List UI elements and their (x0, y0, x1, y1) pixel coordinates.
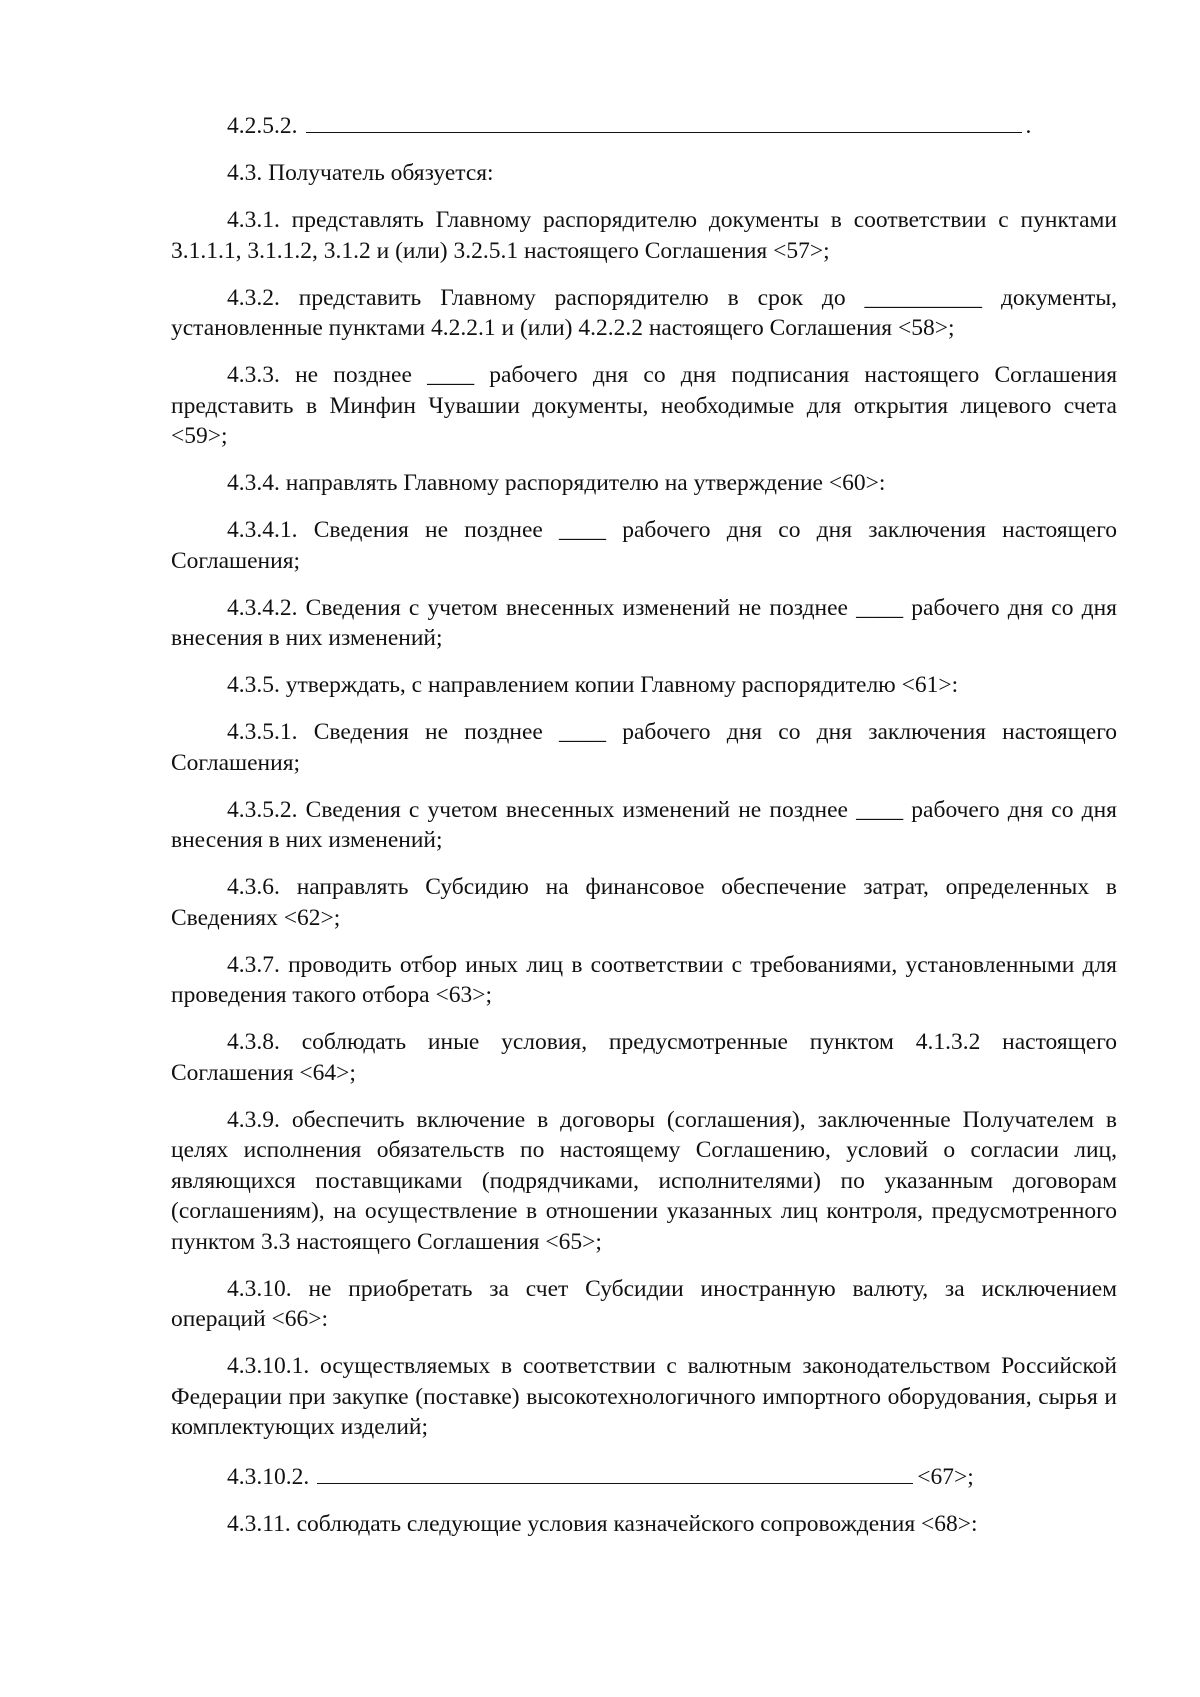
clause-4-3-9: 4.3.9. обеспечить включение в договоры (соглашения), заключенные Получателем в целях исполнения обязательств по настоящему Соглашению, условий о согласии лиц, являющихся поставщиками (подрядчиками, исполнителями) по указанным договорам (соглашениям), на осуществление в отношении указанных лиц контроля, предусмотренного пунктом 3.3 настоящего Соглашения <65>; (171, 1106, 1117, 1255)
clause-4-3-7: 4.3.7. проводить отбор иных лиц в соответствии с требованиями, установленными для проведения такого отбора <63>; (171, 951, 1117, 1008)
clause-number: 4.3.10.2. (227, 1464, 310, 1490)
document-page (171, 108, 1117, 1556)
clause-4-3-5-1: 4.3.5.1. Сведения не позднее ____ рабочего дня со дня заключения настоящего Соглашения; (171, 719, 1117, 776)
clause-4-3-10-2 (171, 1459, 1117, 1493)
clause-4-3-4-2: 4.3.4.2. Сведения с учетом внесенных изменений не позднее ____ рабочего дня со дня внесения в них изменений; (171, 594, 1117, 651)
clause-4-3: 4.3. Получатель обязуется: (227, 160, 494, 186)
fill-in-line (306, 108, 1022, 133)
clause-4-3-11: 4.3.11. соблюдать следующие условия казначейского сопровождения <68>: (227, 1511, 978, 1537)
clause-4-3-5-2: 4.3.5.2. Сведения с учетом внесенных изменений не позднее ____ рабочего дня со дня внесения в них изменений; (171, 796, 1117, 853)
clause-4-3-3: 4.3.3. не позднее ____ рабочего дня со дня подписания настоящего Соглашения представить в Минфин Чувашии документы, необходимые для открытия лицевого счета <59>; (171, 362, 1117, 449)
clause-4-3-4-1: 4.3.4.1. Сведения не позднее ____ рабочего дня со дня заключения настоящего Соглашения; (171, 517, 1117, 574)
clause-4-3-10: 4.3.10. не приобретать за счет Субсидии иностранную валюту, за исключением операций <66>: (171, 1275, 1117, 1332)
clause-4-3-10-1: 4.3.10.1. осуществляемых в соответствии с валютным законодательством Российской Федерации при закупке (поставке) высокотехнологичного импортного оборудования, сырья и комплектующих изделий; (171, 1353, 1117, 1440)
clause-4-2-5-2 (171, 108, 1117, 142)
clause-tail: <67>; (917, 1464, 974, 1490)
clause-tail: . (1025, 113, 1032, 139)
clause-4-3-8: 4.3.8. соблюдать иные условия, предусмотренные пунктом 4.1.3.2 настоящего Соглашения <64>; (171, 1029, 1117, 1086)
clause-number: 4.2.5.2. (227, 113, 298, 139)
clause-4-3-1: 4.3.1. представлять Главному распорядителю документы в соответствии с пунктами 3.1.1.1, 3.1.1.2, 3.1.2 и (или) 3.2.5.1 настоящего Соглашения <57>; (171, 207, 1117, 264)
clause-4-3-5: 4.3.5. утверждать, с направлением копии Главному распорядителю <61>: (227, 672, 959, 698)
clause-4-3-6: 4.3.6. направлять Субсидию на финансовое обеспечение затрат, определенных в Сведениях <62>; (171, 874, 1117, 931)
clause-4-3-2: 4.3.2. представить Главному распорядителю в срок до __________ документы, установленные пунктами 4.2.2.1 и (или) 4.2.2.2 настоящего Соглашения <58>; (171, 284, 1117, 341)
clause-4-3-4: 4.3.4. направлять Главному распорядителю на утверждение <60>: (227, 470, 886, 496)
fill-in-line (317, 1459, 913, 1484)
